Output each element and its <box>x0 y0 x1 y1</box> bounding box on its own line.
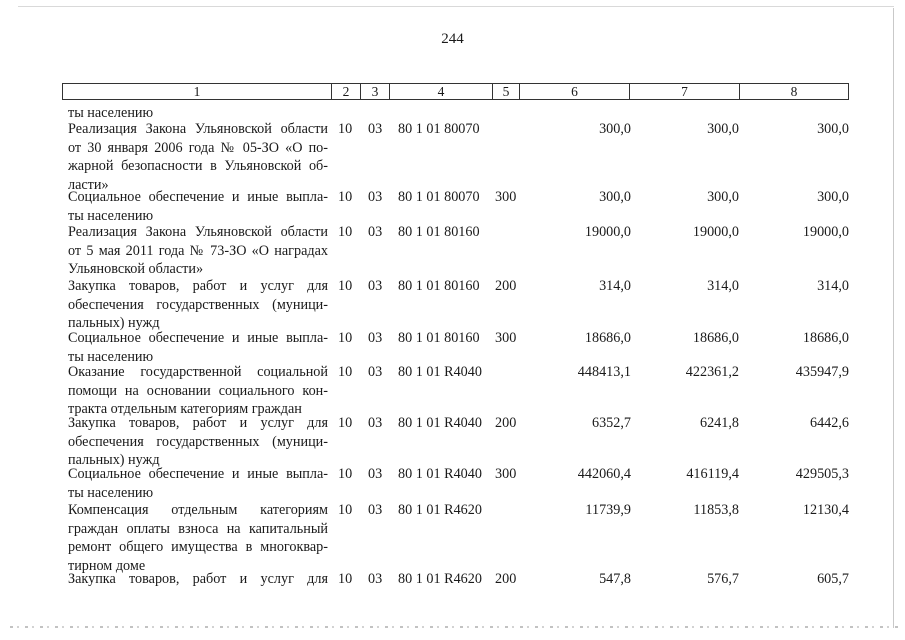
header-col-1: 1 <box>62 83 332 100</box>
table-header <box>0 83 905 100</box>
cell-col-4: 80 1 01 80160 <box>398 224 480 240</box>
row-name <box>68 570 328 589</box>
page-number: 244 <box>441 31 464 47</box>
row-name <box>68 414 328 470</box>
cell-col-6: 314,0 <box>599 278 631 294</box>
cell-col-2: 10 <box>338 189 353 205</box>
cell-col-6: 300,0 <box>599 121 631 137</box>
row-name-line: Социальное обеспечение и иные выпла- <box>68 466 328 482</box>
cell-col-6: 18686,0 <box>584 330 631 346</box>
cell-col-2: 10 <box>338 502 353 518</box>
header-col-6: 6 <box>520 83 630 100</box>
cell-col-8: 429505,3 <box>795 466 849 482</box>
cell-col-6: 11739,9 <box>585 502 631 518</box>
row-name <box>68 329 328 366</box>
row-name-line: тирном доме <box>68 557 146 574</box>
cell-col-3: 03 <box>368 278 383 294</box>
cell-col-8: 18686,0 <box>802 330 849 346</box>
table-row <box>0 223 905 279</box>
cell-col-3: 03 <box>368 364 383 380</box>
row-name-line: Закупка товаров, работ и услуг для <box>68 415 328 431</box>
row-name-line: Реализация Закона Ульяновской области <box>68 121 328 137</box>
cell-col-8: 300,0 <box>817 189 849 205</box>
cell-col-6: 442060,4 <box>577 466 631 482</box>
header-col-2: 2 <box>332 83 361 100</box>
cell-col-4: 80 1 01 R4040 <box>398 415 482 431</box>
cell-col-6: 6352,7 <box>591 415 631 431</box>
row-name-line: тракта отдельным категориям граждан <box>68 401 302 418</box>
cell-col-2: 10 <box>338 278 353 294</box>
row-name <box>68 223 328 279</box>
cell-col-4: 80 1 01 R4620 <box>398 571 482 587</box>
row-name-line: ласти» <box>68 176 109 193</box>
row-name <box>68 120 328 194</box>
row-name-line: Компенсация отдельным категориям <box>68 502 328 518</box>
cell-col-5: 200 <box>495 571 517 587</box>
row-name-line: от 30 января 2006 года № 05-ЗО «О по- <box>68 139 328 156</box>
row-name-line: Оказание государственной социальной <box>68 364 328 380</box>
cell-col-3: 03 <box>368 330 383 346</box>
row-name-line: пальных) нужд <box>68 452 160 469</box>
table-row <box>0 120 905 194</box>
row-name <box>68 188 328 225</box>
table-row <box>0 501 905 575</box>
cell-col-7: 18686,0 <box>692 330 739 346</box>
cell-col-2: 10 <box>338 415 353 431</box>
cell-col-2: 10 <box>338 330 353 346</box>
cell-col-8: 605,7 <box>817 571 849 587</box>
row-name-line: Закупка товаров, работ и услуг для <box>68 571 328 587</box>
row-name-line: Социальное обеспечение и иные выпла- <box>68 330 328 346</box>
row-name-line: граждан оплаты взноса на капитальный <box>68 520 328 537</box>
row-name <box>68 277 328 333</box>
cell-col-7: 314,0 <box>707 278 739 294</box>
header-col-4: 4 <box>390 83 493 100</box>
table-row <box>0 363 905 419</box>
cell-col-3: 03 <box>368 502 383 518</box>
cell-col-4: 80 1 01 80070 <box>398 121 480 137</box>
cell-col-6: 547,8 <box>599 571 631 587</box>
row-name-line: жарной безопасности в Ульяновской об- <box>68 158 328 175</box>
cell-col-3: 03 <box>368 466 383 482</box>
row-name-line: Закупка товаров, работ и услуг для <box>68 278 328 294</box>
cell-col-4: 80 1 01 R4620 <box>398 502 482 518</box>
cell-col-8: 300,0 <box>817 121 849 137</box>
row-name-line: обеспечения государственных (муници- <box>68 296 328 313</box>
cell-col-3: 03 <box>368 121 383 137</box>
row-name-line: пальных) нужд <box>68 315 160 332</box>
cell-col-6: 300,0 <box>599 189 631 205</box>
cell-col-5: 200 <box>495 415 517 431</box>
row-name-line: от 5 мая 2011 года № 73-ЗО «О наградах <box>68 242 328 259</box>
cell-col-3: 03 <box>368 224 383 240</box>
table-row <box>0 277 905 333</box>
header-col-7: 7 <box>630 83 740 100</box>
row-name-line: Ульяновской области» <box>68 261 204 278</box>
cell-col-5: 300 <box>495 466 517 482</box>
row-name-line: ремонт общего имущества в многоквар- <box>68 539 328 556</box>
row-name-line: Реализация Закона Ульяновской области <box>68 224 328 240</box>
row-name-line: помощи на основании социального кон- <box>68 382 328 399</box>
cell-col-7: 19000,0 <box>692 224 739 240</box>
cell-col-6: 448413,1 <box>577 364 631 380</box>
table-row <box>0 570 905 589</box>
row-name-line: ты населению <box>68 348 154 365</box>
row-name-line: ты населению <box>68 207 154 224</box>
table-row <box>0 414 905 470</box>
cell-col-2: 10 <box>338 121 353 137</box>
cell-col-2: 10 <box>338 466 353 482</box>
cell-col-2: 10 <box>338 571 353 587</box>
row-name-line: ты населению <box>68 105 154 121</box>
row-name <box>68 363 328 419</box>
cell-col-7: 416119,4 <box>686 466 739 482</box>
row-name <box>68 465 328 502</box>
cell-col-4: 80 1 01 80070 <box>398 189 480 205</box>
table-row <box>0 329 905 366</box>
table-row <box>0 188 905 225</box>
row-name-line: обеспечения государственных (муници- <box>68 433 328 450</box>
cell-col-8: 12130,4 <box>802 502 849 518</box>
table-row <box>0 465 905 502</box>
scan-artifact <box>10 626 900 628</box>
cell-col-8: 314,0 <box>817 278 849 294</box>
page-edge-top <box>18 6 894 7</box>
header-col-8: 8 <box>740 83 849 100</box>
cell-col-7: 300,0 <box>707 121 739 137</box>
cell-col-8: 19000,0 <box>802 224 849 240</box>
cell-col-8: 435947,9 <box>795 364 849 380</box>
cell-col-3: 03 <box>368 189 383 205</box>
cell-col-6: 19000,0 <box>584 224 631 240</box>
cell-col-7: 11853,8 <box>693 502 739 518</box>
cell-col-5: 300 <box>495 189 517 205</box>
cell-col-4: 80 1 01 R4040 <box>398 466 482 482</box>
cell-col-5: 300 <box>495 330 517 346</box>
row-name-line: ты населению <box>68 484 154 501</box>
cell-col-4: 80 1 01 80160 <box>398 278 480 294</box>
cell-col-3: 03 <box>368 571 383 587</box>
cell-col-4: 80 1 01 R4040 <box>398 364 482 380</box>
cell-col-7: 422361,2 <box>685 364 739 380</box>
cell-col-2: 10 <box>338 224 353 240</box>
row-name-line: Социальное обеспечение и иные выпла- <box>68 189 328 205</box>
cell-col-7: 576,7 <box>707 571 739 587</box>
cell-col-7: 6241,8 <box>699 415 739 431</box>
cell-col-4: 80 1 01 80160 <box>398 330 480 346</box>
cell-col-2: 10 <box>338 364 353 380</box>
cell-col-5: 200 <box>495 278 517 294</box>
header-col-3: 3 <box>361 83 390 100</box>
row-name <box>68 501 328 575</box>
cell-col-3: 03 <box>368 415 383 431</box>
header-col-5: 5 <box>493 83 520 100</box>
cell-col-8: 6442,6 <box>809 415 849 431</box>
cell-col-7: 300,0 <box>707 189 739 205</box>
